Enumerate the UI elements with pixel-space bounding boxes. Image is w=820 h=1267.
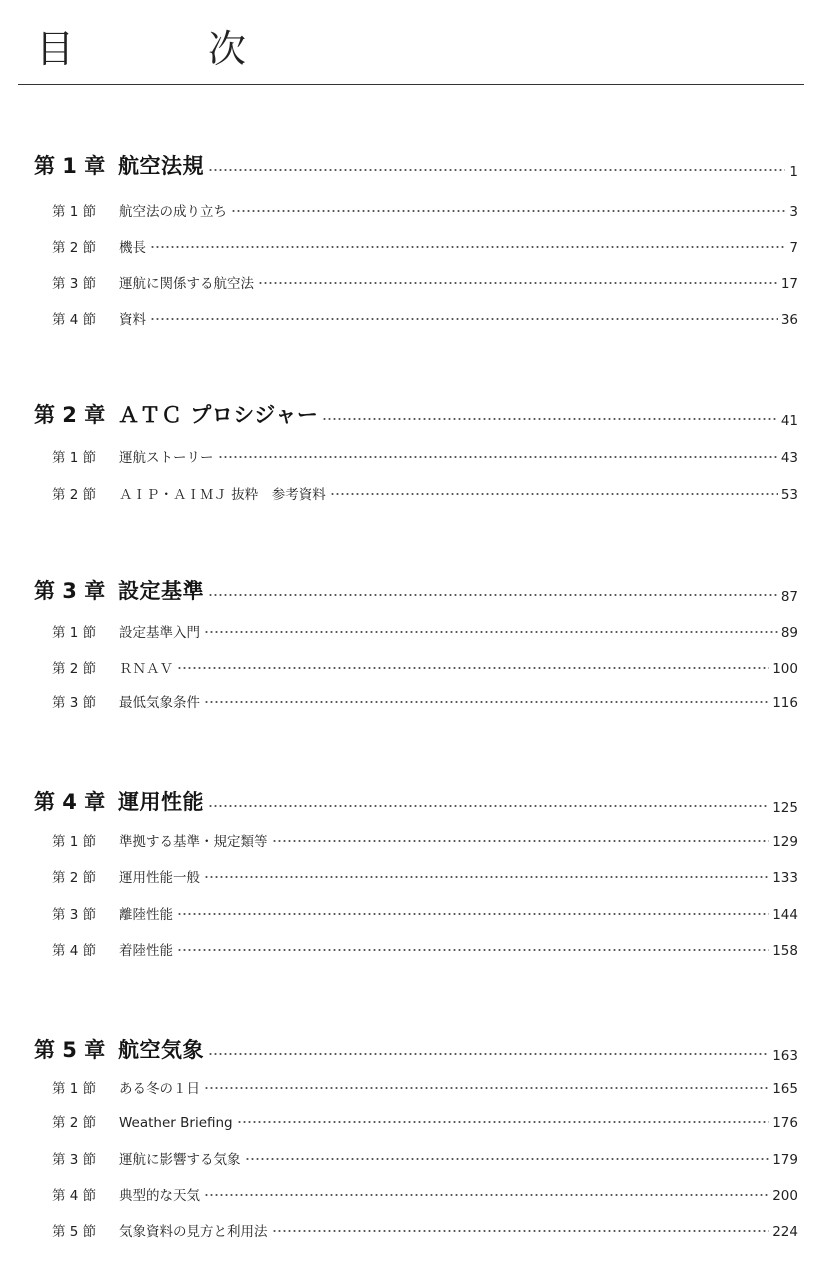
section-title: ある冬の１日 [119,1081,200,1097]
page-number: 1 [789,164,798,180]
section-row[interactable] [52,270,798,292]
section-row[interactable] [52,1146,798,1168]
section-row[interactable] [52,937,798,959]
page-number: 87 [780,589,798,605]
chapter-1-row[interactable] [34,150,798,180]
section-number: 第 4 節 [52,312,97,328]
section-title: 運用性能一般 [119,870,200,886]
page-number: 3 [789,204,798,220]
page-number: 133 [772,870,798,886]
dot-leader [177,910,769,918]
chapter-4-row[interactable] [34,786,798,816]
section-row[interactable] [52,864,798,886]
section-title: 設定基準入門 [119,625,200,641]
page-number: 89 [780,625,798,641]
section-number: 第 1 節 [52,625,97,641]
dot-leader [150,315,778,323]
section-number: 第 2 節 [52,1115,97,1131]
dot-leader [272,837,770,845]
page-number: 36 [780,312,798,328]
section-title: 準拠する基準・規定類等 [119,834,268,850]
dot-leader [322,415,777,423]
page-number: 224 [772,1224,798,1240]
section-number: 第 2 節 [52,661,97,677]
section-row[interactable] [52,481,798,503]
section-title: Weather Briefing [119,1115,233,1131]
section-title: 資料 [119,312,146,328]
page-number: 179 [772,1152,798,1168]
page-number: 200 [772,1188,798,1204]
dot-leader [218,453,778,461]
section-row[interactable] [52,306,798,328]
section-row[interactable] [52,1218,798,1240]
dot-leader [245,1155,770,1163]
section-number: 第 2 節 [52,240,97,256]
dot-leader [208,1050,769,1058]
section-number: 第 4 節 [52,943,97,959]
chapter-title: 運用性能 [118,790,204,814]
dot-leader [177,664,769,672]
section-title: 運航ストーリー [119,450,214,466]
section-row[interactable] [52,234,798,256]
page-number: 100 [772,661,798,677]
section-row[interactable] [52,1109,798,1131]
section-title: 運航に関係する航空法 [119,276,254,292]
page-number: 176 [772,1115,798,1131]
page-title: 目 次 [36,27,295,71]
section-row[interactable] [52,689,798,711]
dot-leader [231,207,785,215]
section-title: 機長 [119,240,146,256]
section-number: 第 4 節 [52,1188,97,1204]
chapter-5-row[interactable] [34,1034,798,1064]
page-number: 116 [772,695,798,711]
section-title: 着陸性能 [119,943,173,959]
chapter-title: 航空法規 [118,154,204,178]
dot-leader [204,698,769,706]
section-title: 最低気象条件 [119,695,200,711]
section-row[interactable] [52,444,798,466]
section-number: 第 1 節 [52,1081,97,1097]
section-number: 第 5 節 [52,1224,97,1240]
chapter-number: 第 3 章 [34,579,106,603]
dot-leader [330,490,778,498]
dot-leader [208,166,785,174]
section-title: 運航に影響する気象 [119,1152,241,1168]
chapter-title: 航空気象 [118,1038,204,1062]
dot-leader [272,1227,770,1235]
section-number: 第 1 節 [52,204,97,220]
dot-leader [204,873,769,881]
section-title: 気象資料の見方と利用法 [119,1224,268,1240]
dot-leader [150,243,785,251]
page-number: 43 [780,450,798,466]
section-row[interactable] [52,655,798,677]
chapter-number: 第 5 章 [34,1038,106,1062]
section-row[interactable] [52,901,798,923]
section-row[interactable] [52,198,798,220]
page-number: 144 [772,907,798,923]
section-title: ＡＩＰ・ＡＩＭＪ 抜粋 参考資料 [119,487,326,503]
section-number: 第 2 節 [52,870,97,886]
page-number: 129 [772,834,798,850]
page-number: 53 [780,487,798,503]
section-number: 第 3 節 [52,907,97,923]
dot-leader [204,628,778,636]
section-title: 典型的な天気 [119,1188,200,1204]
dot-leader [258,279,778,287]
section-title: 離陸性能 [119,907,173,923]
page-number: 41 [780,413,798,429]
page-number: 125 [772,800,798,816]
page-number: 17 [780,276,798,292]
dot-leader [208,591,778,599]
page-number: 7 [789,240,798,256]
section-title: 航空法の成り立ち [119,204,227,220]
section-row[interactable] [52,1075,798,1097]
section-row[interactable] [52,828,798,850]
chapter-3-row[interactable] [34,575,798,605]
section-number: 第 3 節 [52,1152,97,1168]
dot-leader [177,946,769,954]
dot-leader [204,1191,769,1199]
section-number: 第 3 節 [52,695,97,711]
section-number: 第 1 節 [52,450,97,466]
chapter-title: 設定基準 [118,579,204,603]
chapter-number: 第 4 章 [34,790,106,814]
dot-leader [204,1084,769,1092]
dot-leader [237,1118,770,1126]
section-number: 第 1 節 [52,834,97,850]
chapter-number: 第 1 章 [34,154,106,178]
section-row[interactable] [52,1182,798,1204]
page-number: 165 [772,1081,798,1097]
dot-leader [208,802,769,810]
chapter-2-row[interactable] [34,399,798,429]
page-number: 163 [772,1048,798,1064]
chapter-number: 第 2 章 [34,403,106,427]
chapter-title: ＡＴＣ プロシジャー [118,403,319,427]
section-number: 第 3 節 [52,276,97,292]
section-row[interactable] [52,619,798,641]
section-title: ＲＮＡＶ [119,661,173,677]
section-number: 第 2 節 [52,487,97,503]
page-number: 158 [772,943,798,959]
